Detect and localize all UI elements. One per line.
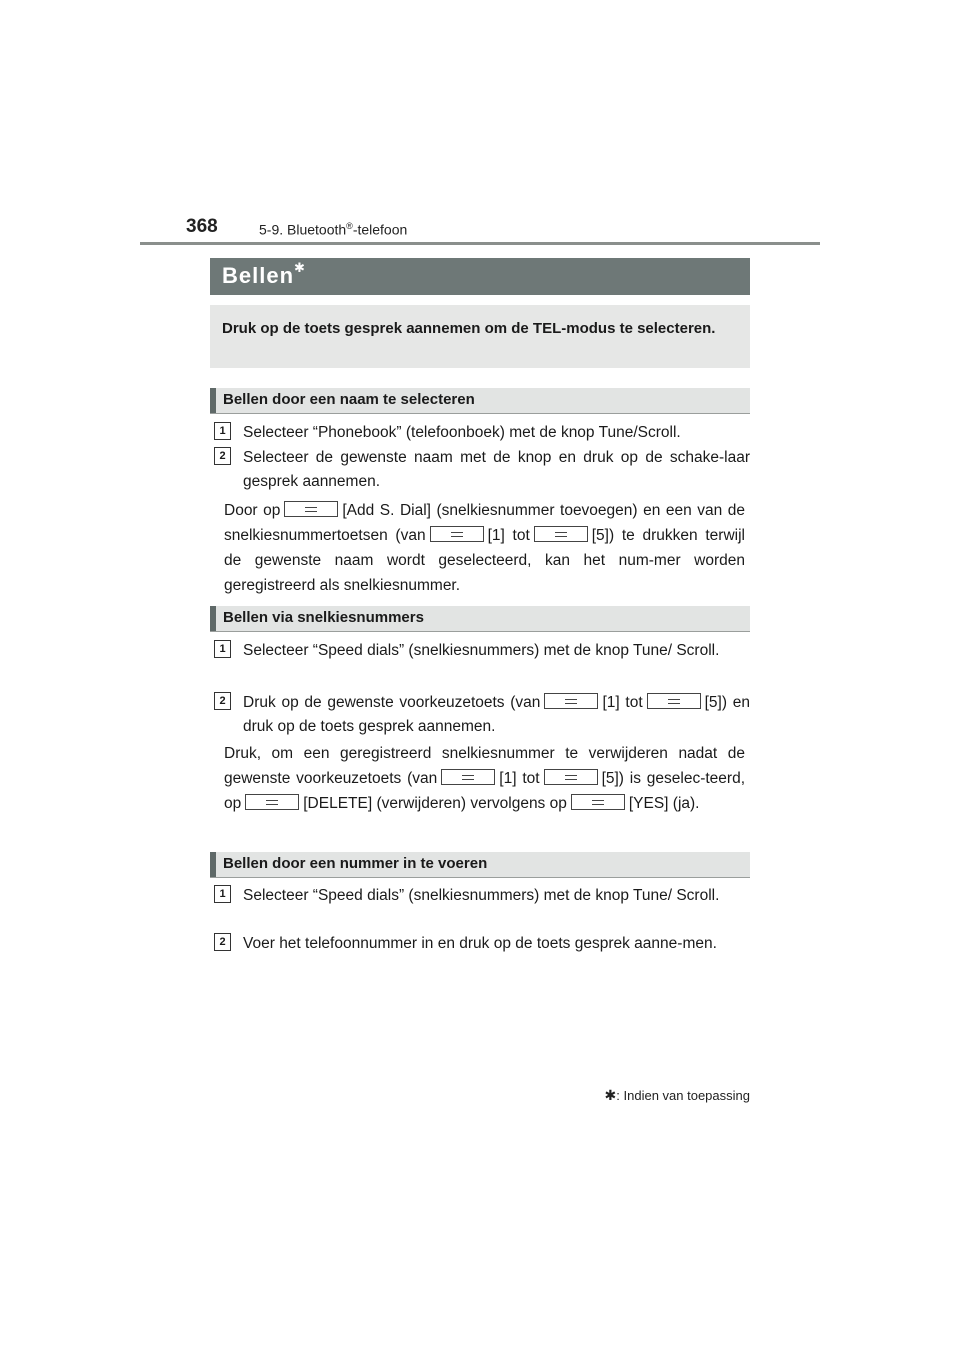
section-heading-text: Bellen via snelkiesnummers — [223, 609, 424, 626]
step-text-part: [5]) en druk op de toets gesprek aannemen. — [243, 694, 750, 735]
step-text-part: Druk op de gewenste voorkeuzetoets (van — [243, 694, 541, 711]
note-text: Door op — [224, 502, 281, 519]
intro-box — [210, 305, 750, 368]
section-label — [259, 221, 407, 238]
step-text — [243, 691, 750, 739]
note-text: [Add S. Dial] (snelkiesnummer toevoegen) en een van de snelkiesnummertoetsen (van — [224, 502, 745, 544]
note-text: [DELETE] (verwijderen) vervolgens op — [303, 795, 567, 812]
page-title-text: Bellen — [222, 263, 295, 288]
step-text: Selecteer de gewenste naam met de knop en druk op de schake-laar gesprek aannemen. — [243, 449, 750, 490]
section-heading-text: Bellen door een naam te selecteren — [223, 391, 475, 408]
screen-button-icon — [544, 693, 598, 709]
header-rule — [140, 242, 820, 245]
step-number: 1 — [214, 422, 231, 440]
note-text: [YES] (ja). — [628, 795, 700, 812]
step-text-part: [1] tot — [602, 694, 643, 711]
step-text: Voer het telefoonnummer in en druk op de toets gesprek aanne-men. — [243, 935, 717, 952]
screen-button-icon — [544, 769, 598, 785]
intro-text: Druk op de toets gesprek aannemen om de TEL-modus te selecteren. — [222, 320, 716, 337]
title-bar — [210, 258, 750, 295]
step-item — [214, 421, 750, 445]
page-title — [222, 260, 306, 289]
step-item — [214, 446, 750, 494]
note-paragraph — [224, 498, 745, 598]
screen-button-icon — [441, 769, 495, 785]
step-item — [214, 884, 750, 908]
footnote-text: : Indien van toepassing — [616, 1088, 750, 1103]
note-text: [5]) te drukken terwijl de gewenste naam wordt geselecteerd, kan het num-mer worden geregistreerd als snelkiesnummer. — [224, 527, 745, 594]
note-text: [1] tot — [487, 527, 530, 544]
step-number: 1 — [214, 885, 231, 903]
screen-button-icon — [284, 501, 338, 517]
screen-button-icon — [571, 794, 625, 810]
step-number: 1 — [214, 640, 231, 658]
page-number: 368 — [186, 216, 218, 237]
note-text: [1] tot — [499, 770, 540, 787]
step-item — [214, 691, 750, 739]
section-label-suffix: -telefoon — [352, 221, 408, 238]
section-heading-number-entry — [210, 852, 750, 878]
footnote — [605, 1087, 750, 1104]
step-text: Selecteer “Phonebook” (telefoonboek) met de knop Tune/Scroll. — [243, 424, 681, 441]
note-text: [5]) is geselec-teerd, op — [224, 770, 746, 812]
section-heading-name — [210, 388, 750, 414]
step-text: Selecteer “Speed dials” (snelkiesnummers) met de knop Tune/ Scroll. — [243, 887, 720, 904]
screen-button-icon — [534, 526, 588, 542]
step-item — [214, 639, 750, 663]
screen-button-icon — [430, 526, 484, 542]
screen-button-icon — [647, 693, 701, 709]
step-number: 2 — [214, 447, 231, 465]
step-number: 2 — [214, 692, 231, 710]
step-number: 2 — [214, 933, 231, 951]
section-heading-speed-dial — [210, 606, 750, 632]
note-paragraph — [224, 741, 745, 816]
section-heading-text: Bellen door een nummer in te voeren — [223, 855, 488, 872]
screen-button-icon — [245, 794, 299, 810]
asterisk-icon: ✱ — [604, 1087, 617, 1103]
section-label-text: 5-9. Bluetooth — [259, 221, 347, 238]
registered-mark: ® — [346, 221, 353, 231]
note-text: Druk, om een geregistreerd snelkiesnummer te verwijderen nadat de gewenste voorkeuzetoets (van — [224, 745, 745, 787]
step-item — [214, 932, 750, 956]
step-text: Selecteer “Speed dials” (snelkiesnummers) met de knop Tune/ Scroll. — [243, 642, 720, 659]
asterisk-icon: ✱ — [294, 260, 306, 275]
